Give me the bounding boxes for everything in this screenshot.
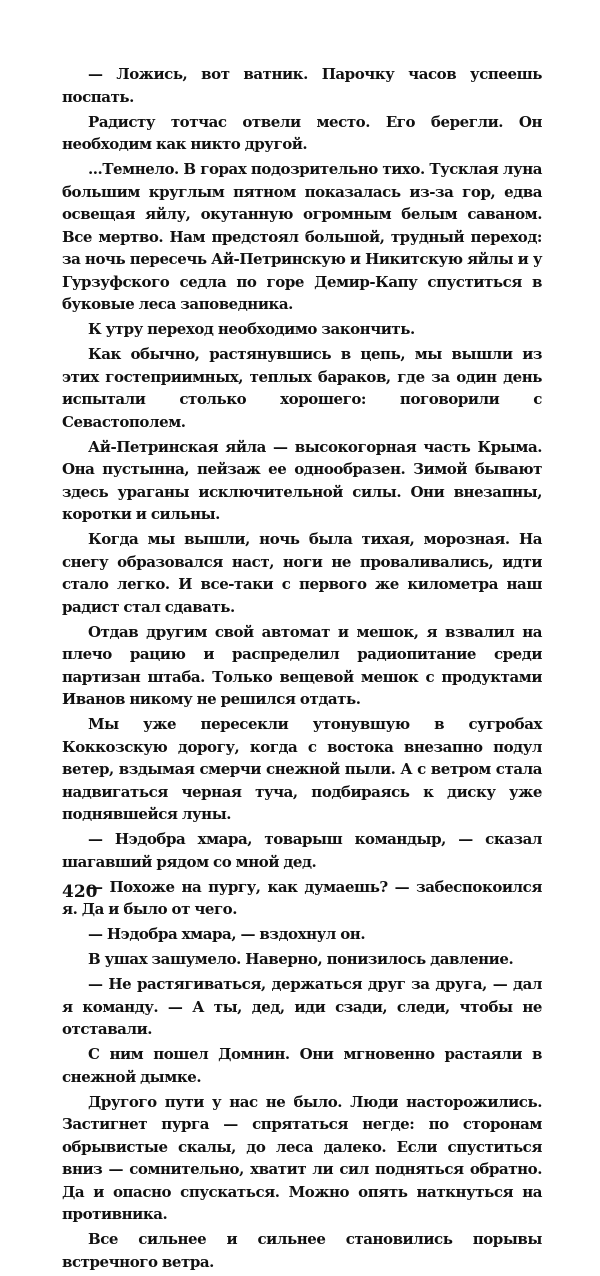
paragraph-8: Отдав другим свой автомат и мешок, я взвалил на плечо рацию и распределил радиопитание среди партизан штаба. Только вещевой мешок с продуктами Иванов никому не решился отдать. (62, 622, 542, 708)
main-text (62, 63, 542, 1276)
paragraph-2: Радисту тотчас отвели место. Его берегли. Он необходим как никто другой. (62, 112, 542, 153)
paragraph-10: — Нэдобра хмара, товарыш командыр, — сказал шагавший рядом со мной дед. (62, 830, 542, 871)
paragraph-16: Другого пути у нас не было. Люди насторожились. Застигнет пурга — спрятаться негде: по сторонам обрывистые скалы, до леса далеко. Если спуститься вниз — сомнительно, хватит ли сил подняться обратно. Да и опасно спускаться. Можно опять наткнуться на противника. (62, 1092, 542, 1223)
paragraph-11: — Похоже на пургу, как думаешь? — забеспокоился я. Да и было от чего. (62, 877, 542, 918)
paragraph-12: — Нэдобра хмара, — вздохнул он. (88, 925, 366, 943)
paragraph-17: Все сильнее и сильнее становились порывы встречного ветра. (62, 1230, 542, 1271)
paragraph-14: — Не растягиваться, держаться друг за друга, — дал я команду. — А ты, дед, иди сзади, следи, чтобы не отставали. (62, 975, 542, 1038)
paragraph-3: ...Темнело. В горах подозрительно тихо. Тусклая луна большим круглым пятном показалась из-за гор, едва освещая яйлу, окутанную огромным белым саваном. Все мертво. Нам предстоял большой, трудный переход: за ночь пересечь Ай-Петринскую и Никитскую яйлы и у Гурзуфского седла по горе Демир-Капу спуститься в буковые леса заповедника. (62, 160, 542, 313)
paragraph-1: — Ложись, вот ватник. Парочку часов успеешь поспать. (62, 65, 542, 106)
paragraph-4: К утру переход необходимо закончить. (88, 320, 415, 338)
paragraph-15: С ним пошел Домнин. Они мгновенно растаяли в снежной дымке. (62, 1045, 542, 1086)
paragraph-7: Когда мы вышли, ночь была тихая, морозная. На снегу образовался наст, ноги не проваливались, идти стало легко. И все-таки с первого же километра наш радист стал сдавать. (62, 530, 542, 616)
paragraph-9: Мы уже пересекли утонувшую в сугробах Коккозскую дорогу, когда с востока внезапно подул ветер, вздымая смерчи снежной пыли. А с ветром стала надвигаться черная туча, подбираясь к диску уже поднявшейся луны. (62, 715, 542, 823)
paragraph-13: В ушах зашумело. Наверно, понизилось давление. (88, 950, 514, 968)
paragraph-5: Как обычно, растянувшись в цепь, мы вышли из этих гостеприимных, теплых бараков, где за один день испытали столько хорошего: поговорили с Севастополем. (62, 345, 542, 431)
page-number: 420 (62, 882, 98, 902)
paragraph-6: Ай-Петринская яйла — высокогорная часть Крыма. Она пустынна, пейзаж ее однообразен. Зимой бывают здесь ураганы исключительной силы. Они внезапны, коротки и сильны. (62, 437, 542, 523)
